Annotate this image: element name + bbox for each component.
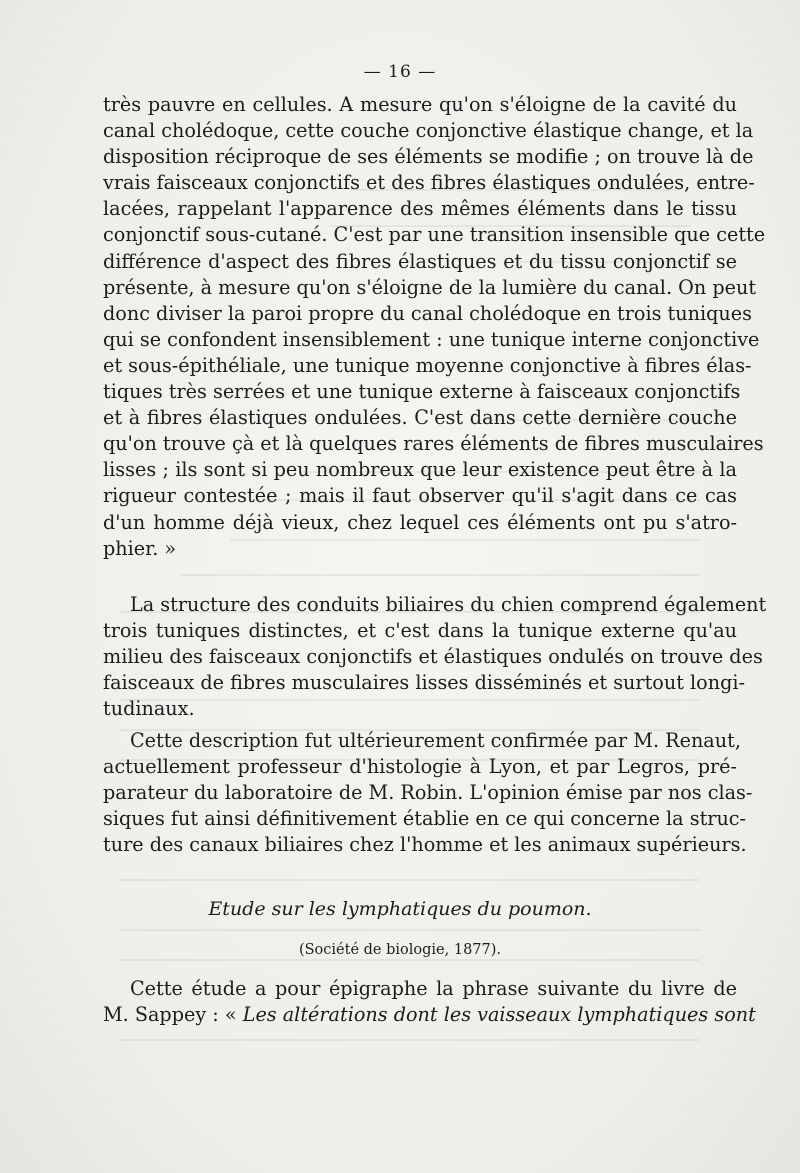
text-line: qu'on trouve çà et là quelques rares éléments de fibres musculaires: [103, 432, 764, 456]
paragraph-1: [103, 92, 766, 562]
page-number: — 16 —: [363, 62, 437, 82]
text-line: phier. »: [103, 536, 177, 560]
text-line: et à fibres élastiques ondulées. C'est dans cette dernière couche: [103, 406, 737, 430]
text-line: d'un homme déjà vieux, chez lequel ces éléments ont pu s'atro-: [103, 510, 737, 534]
text-line: [103, 1002, 756, 1028]
text-line: présente, à mesure qu'on s'éloigne de la lumière du canal. On peut: [103, 275, 757, 299]
text-line: et sous-épithéliale, une tunique moyenne conjonctive à fibres élas-: [103, 353, 752, 377]
text-line: faisceaux de fibres musculaires lisses disséminés et surtout longi-: [103, 671, 745, 695]
text-line: milieu des faisceaux conjonctifs et élastiques ondulés on trouve des: [103, 645, 763, 669]
text-line: tudinaux.: [103, 697, 195, 721]
text-line: ture des canaux biliaires chez l'homme et les animaux supérieurs.: [103, 833, 747, 857]
text-line: La structure des conduits biliaires du chien comprend également: [130, 593, 767, 616]
paragraph-2: [103, 592, 767, 722]
text-line: qui se confondent insensiblement : une tunique interne conjonctive: [103, 327, 760, 351]
text-line: Cette étude a pour épigraphe la phrase suivante du livre de: [130, 977, 737, 1000]
text-line: conjonctif sous-cutané. C'est par une transition insensible que cette: [103, 223, 766, 247]
text-line: différence d'aspect des fibres élastiques et du tissu conjonctif se: [103, 249, 737, 273]
text-line: canal cholédoque, cette couche conjonctive élastique change, et la: [103, 119, 754, 143]
section-title: Etude sur les lymphatiques du poumon.: [208, 898, 592, 920]
text-line: siques fut ainsi définitivement établie en ce qui concerne la struc-: [103, 807, 747, 831]
text-line: tiques très serrées et une tunique externe à faisceaux conjonctifs: [103, 380, 741, 404]
text-line: lacées, rappelant l'apparence des mêmes éléments dans le tissu: [103, 197, 737, 221]
text-segment: M. Sappey : «: [103, 1003, 243, 1027]
paragraph-4: [103, 976, 756, 1028]
section-source: (Société de biologie, 1877).: [298, 942, 502, 958]
text-line: rigueur contestée ; mais il faut observer qu'il s'agit dans ce cas: [103, 484, 737, 508]
text-line: vrais faisceaux conjonctifs et des fibres élastiques ondulées, entre-: [103, 171, 755, 195]
text-line: lisses ; ils sont si peu nombreux que leur existence peut être à la: [103, 458, 737, 482]
italic-quote: Les altérations dont les vaisseaux lymphatiques sont: [242, 1003, 756, 1027]
text-line: donc diviser la paroi propre du canal cholédoque en trois tuniques: [103, 301, 752, 325]
text-line: très pauvre en cellules. A mesure qu'on s'éloigne de la cavité du: [103, 93, 737, 116]
text-line: disposition réciproque de ses éléments se modifie ; on trouve là de: [103, 145, 754, 169]
text-line: parateur du laboratoire de M. Robin. L'opinion émise par nos clas-: [103, 781, 753, 805]
text-line: actuellement professeur d'histologie à Lyon, et par Legros, pré-: [103, 755, 737, 779]
text-line: trois tuniques distinctes, et c'est dans la tunique externe qu'au: [103, 619, 737, 643]
paragraph-3: [103, 728, 753, 858]
text-line: Cette description fut ultérieurement confirmée par M. Renaut,: [130, 729, 741, 752]
